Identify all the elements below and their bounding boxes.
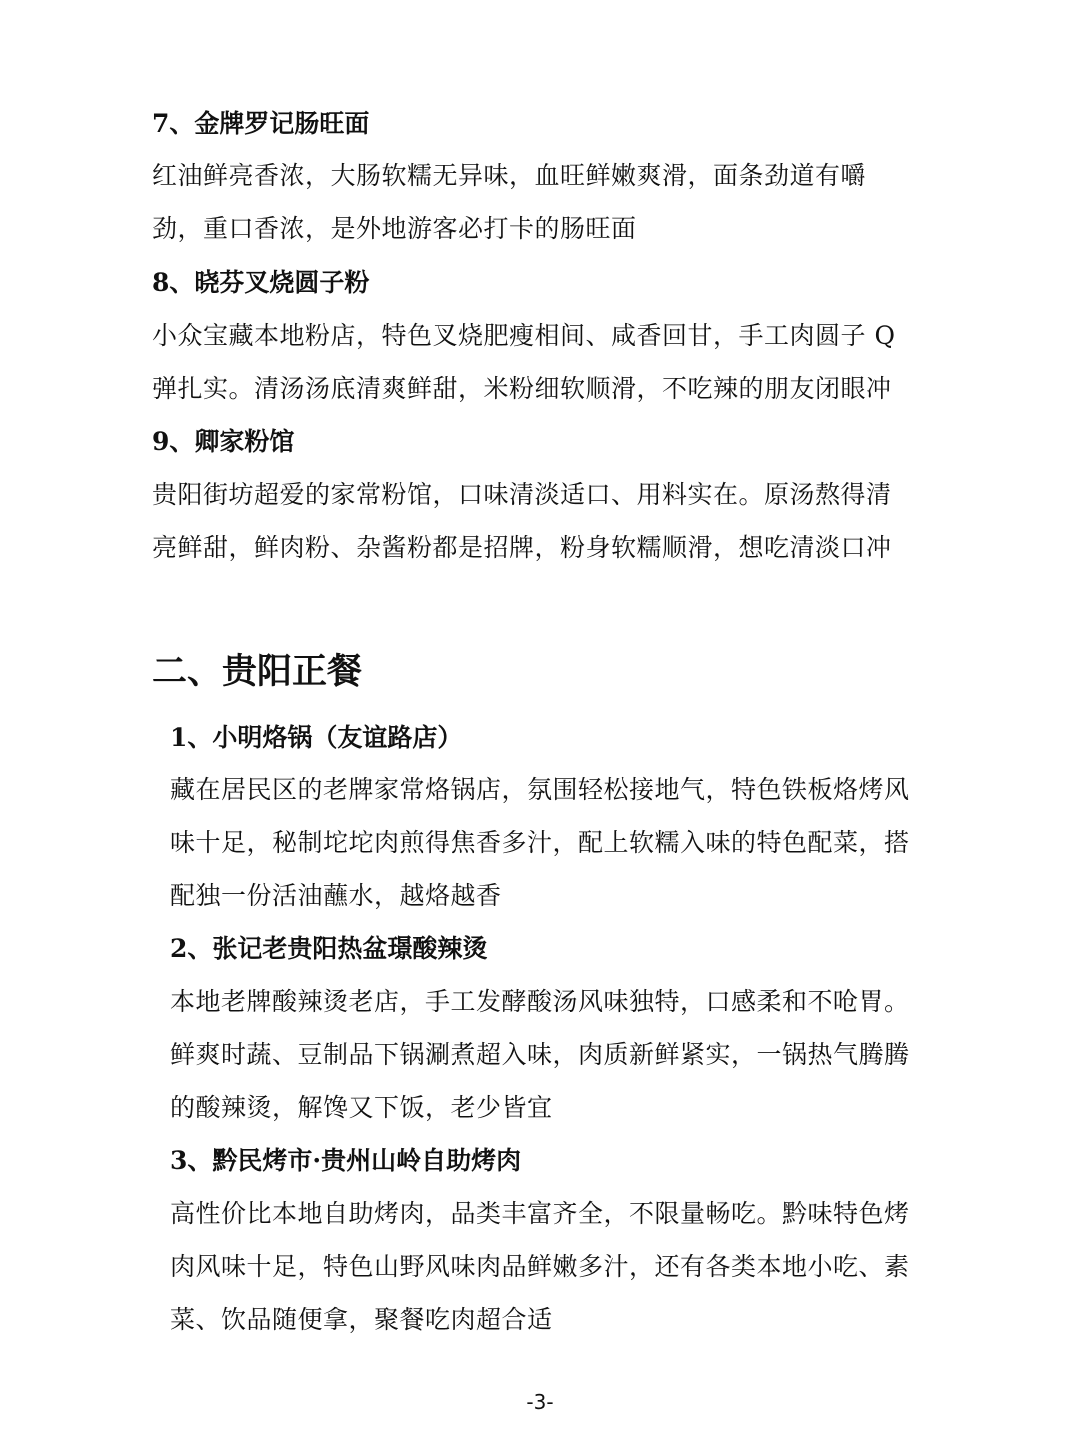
- item-title-8: 8、晓芬叉烧圆子粉: [152, 268, 370, 297]
- item-8-text-line: 弹扎实。清汤汤底清爽鲜甜，米粉细软顺滑，不吃辣的朋友闭眼冲: [152, 374, 892, 403]
- restaurant-3-text-line: 菜、饮品随便拿，聚餐吃肉超合适: [170, 1305, 553, 1334]
- item-9-text-line: 亮鲜甜，鲜肉粉、杂酱粉都是招牌，粉身软糯顺滑，想吃清淡口冲: [152, 533, 892, 562]
- item-7-text-line: 劲，重口香浓，是外地游客必打卡的肠旺面: [152, 214, 637, 243]
- item-title-7: 7、金牌罗记肠旺面: [152, 109, 370, 138]
- restaurant-2-text-line: 鲜爽时蔬、豆制品下锅涮煮超入味，肉质新鲜紧实，一锅热气腾腾: [170, 1040, 910, 1069]
- restaurant-3-text-line: 肉风味十足，特色山野风味肉品鲜嫩多汁，还有各类本地小吃、素: [170, 1252, 910, 1281]
- section-heading: 二、贵阳正餐: [152, 652, 363, 692]
- restaurant-1-text-line: 藏在居民区的老牌家常烙锅店，氛围轻松接地气，特色铁板烙烤风: [170, 775, 910, 804]
- item-title-9: 9、卿家粉馆: [152, 427, 295, 456]
- restaurant-2-text-line: 本地老牌酸辣烫老店，手工发酵酸汤风味独特，口感柔和不呛胃。: [170, 987, 910, 1016]
- restaurant-1-text-line: 味十足，秘制坨坨肉煎得焦香多汁，配上软糯入味的特色配菜，搭: [170, 828, 910, 857]
- restaurant-title-2: 2、张记老贵阳热盆璟酸辣烫: [170, 934, 488, 963]
- item-7-text-line: 红油鲜亮香浓，大肠软糯无异味，血旺鲜嫩爽滑，面条劲道有嚼: [152, 161, 867, 190]
- restaurant-3-text-line: 高性价比本地自助烤肉，品类丰富齐全，不限量畅吃。黔味特色烤: [170, 1199, 910, 1228]
- restaurant-2-text-line: 的酸辣烫，解馋又下饭，老少皆宜: [170, 1093, 553, 1122]
- page-number: -3-: [526, 1390, 554, 1414]
- item-8-text-line: 小众宝藏本地粉店，特色叉烧肥瘦相间、咸香回甘，手工肉圆子 Q: [152, 321, 896, 350]
- restaurant-title-3: 3、黔民烤市·贵州山岭自助烤肉: [170, 1146, 522, 1175]
- item-9-text-line: 贵阳街坊超爱的家常粉馆，口味清淡适口、用料实在。原汤熬得清: [152, 480, 892, 509]
- restaurant-title-1: 1、小明烙锅（友谊路店）: [170, 723, 463, 752]
- restaurant-1-text-line: 配独一份活油蘸水，越烙越香: [170, 881, 502, 910]
